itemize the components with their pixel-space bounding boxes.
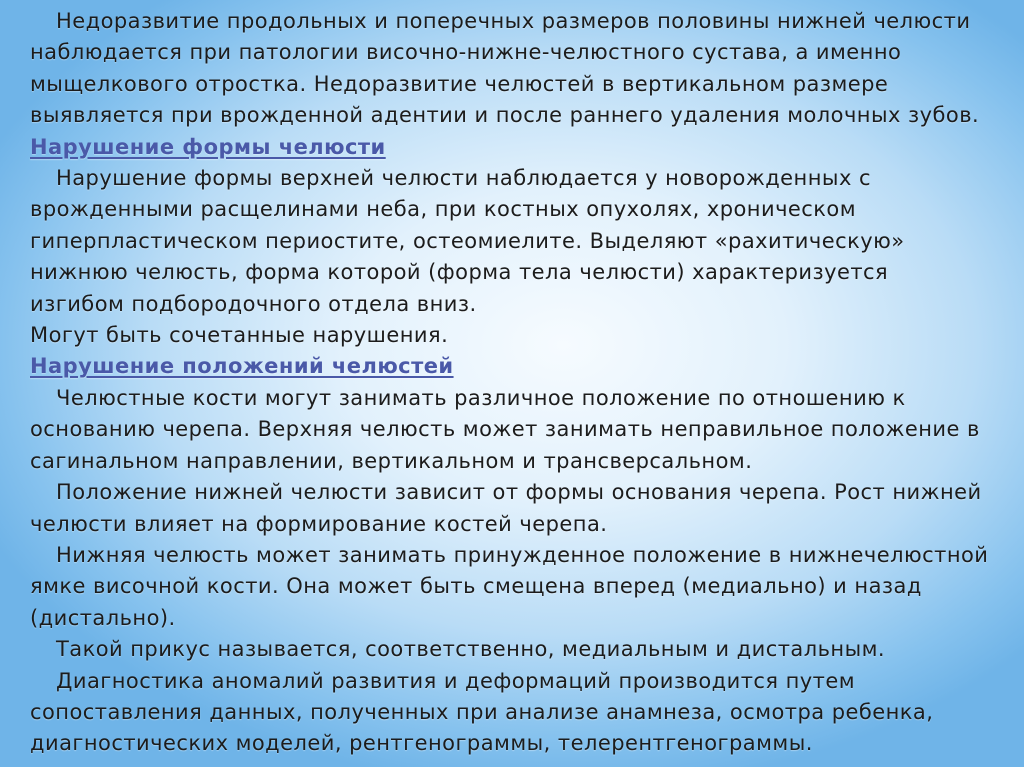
text-line: Нижняя челюсть может занимать принужденное положение в нижнечелюстной [56, 542, 989, 567]
text-line: основанию черепа. Верхняя челюсть может занимать неправильное положение в [30, 417, 980, 442]
text-line: наблюдается при патологии височно-нижне-челюстного сустава, а именно [30, 40, 902, 65]
text-line: челюсти влияет на формирование костей черепа. [30, 511, 608, 536]
text-line: (дистально). [30, 605, 176, 630]
text-line: сопоставления данных, полученных при анализе анамнеза, осмотра ребенка, [30, 699, 934, 724]
text-line: Могут быть сочетанные нарушения. [30, 323, 449, 348]
paragraph-diagnostics [30, 666, 1010, 760]
paragraph-lower-jaw [30, 477, 1010, 540]
text-line: ямке височной кости. Она может быть смещена вперед (медиально) и назад [30, 574, 922, 599]
text-line: гиперпластическом периостите, остеомиелите. Выделяют «рахитическую» [30, 228, 905, 253]
paragraph-jaw-shape [30, 163, 1010, 320]
text-line: диагностических моделей, рентгенограммы, телерентгенограммы. [30, 731, 813, 756]
text-line: сагинальном направлении, вертикальном и трансверсальном. [30, 448, 753, 473]
text-line: выявляется при врожденной адентии и после раннего удаления молочных зубов. [30, 103, 980, 128]
text-line: Такой прикус называется, соответственно, медиальным и дистальным. [56, 637, 886, 662]
text-line: Диагностика аномалий развития и деформаций производится путем [56, 668, 855, 693]
text-line: изгибом подбородочного отдела вниз. [30, 291, 477, 316]
text-line: Нарушение формы верхней челюсти наблюдается у новорожденных с [56, 166, 871, 191]
paragraph-bite [30, 634, 1010, 665]
text-line: нижнюю челюсть, форма которой (форма тела челюсти) характеризуется [30, 260, 889, 285]
text-line: Недоразвитие продольных и поперечных размеров половины нижней челюсти [56, 9, 971, 33]
text-line: Положение нижней челюсти зависит от формы основания черепа. Рост нижней [56, 480, 982, 505]
paragraph-jaw-position [30, 383, 1010, 477]
text-line: врожденными расщелинами неба, при костных опухолях, хроническом [30, 197, 857, 222]
text-line: Челюстные кости могут занимать различное положение по отношению к [56, 385, 906, 410]
section-heading-jaw-position [30, 351, 1010, 382]
heading-text: Нарушение формы челюсти [30, 134, 386, 159]
paragraph-forced-position [30, 540, 1010, 634]
heading-text: Нарушение положений челюстей [30, 354, 454, 379]
paragraph-underdevelopment [30, 6, 1010, 132]
section-heading-jaw-shape [30, 132, 1010, 163]
paragraph-combined [30, 320, 1010, 351]
text-line: мыщелкового отростка. Недоразвитие челюстей в вертикальном размере [30, 71, 889, 96]
